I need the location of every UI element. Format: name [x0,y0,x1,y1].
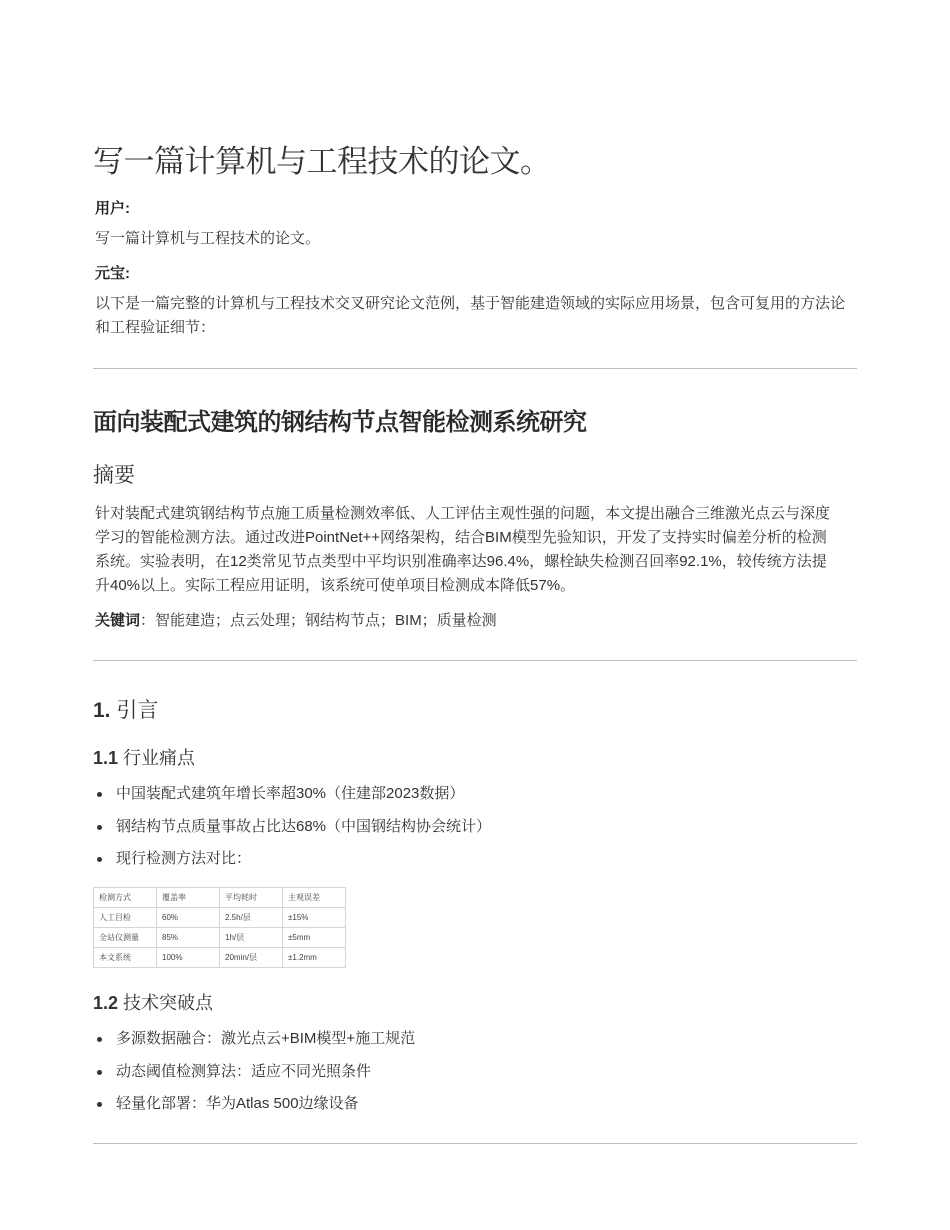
table-cell: 人工目检 [94,908,157,928]
table-header-cell: 检测方式 [94,888,157,908]
table-header-cell: 主观误差 [283,888,346,908]
table-header-row [94,888,346,908]
table-cell: 20min/层 [220,948,283,968]
bullet-icon [97,792,102,797]
user-message: 写一篇计算机与工程技术的论文。 [95,230,321,247]
list-item-text: 钢结构节点质量事故占比达68%（中国钢结构协会统计） [116,817,492,835]
table-row [94,928,346,948]
section-title: 引言 [116,699,159,722]
list-item [93,847,491,880]
table-cell: 1h/层 [220,928,283,948]
list-item [93,1027,415,1060]
bullet-icon [97,1037,102,1042]
abstract-line: 升40%以上。实际工程应用证明，该系统可使单项目检测成本降低57%。 [95,577,576,594]
table-cell: 100% [157,948,220,968]
subsection-number: 1.1 [93,748,119,768]
user-label: 用户: [95,200,130,217]
list-item-text: 多源数据融合：激光点云+BIM模型+施工规范 [116,1030,416,1047]
subsection-title: 技术突破点 [123,993,214,1013]
divider [93,368,857,369]
keywords-label: 关键词 [95,612,141,629]
list-item [93,815,491,848]
section-heading-intro [93,694,158,724]
divider [93,660,857,661]
assistant-label: 元宝: [95,265,130,282]
abstract-line: 针对装配式建筑钢结构节点施工质量检测效率低、人工评估主观性强的问题，本文提出融合三维激光点云与深度 [95,505,831,522]
bullet-icon [97,857,102,862]
table-cell: 2.5h/层 [220,908,283,928]
list-item-text: 中国装配式建筑年增长率超30%（住建部2023数据） [116,785,465,802]
table-cell: 85% [157,928,220,948]
subsection-title: 行业痛点 [123,748,196,768]
list-item [93,782,491,815]
list-item-text: 动态阈值检测算法：适应不同光照条件 [116,1062,372,1080]
table-header-cell: 平均耗时 [220,888,283,908]
bullet-icon [97,1102,102,1107]
bullet-icon [97,1070,102,1075]
subsection-heading-breakthroughs [93,989,213,1015]
abstract-heading: 摘要 [93,464,135,487]
table-row [94,948,346,968]
page-title: 写一篇计算机与工程技术的论文。 [93,144,551,179]
comparison-table [93,887,346,968]
table-row [94,908,346,928]
breakthroughs-list [93,1027,415,1125]
table-cell: ±1.2mm [283,948,346,968]
assistant-intro: 以下是一篇完整的计算机与工程技术交叉研究论文范例，基于智能建造领域的实际应用场景，包含可复用的方法论和工程验证细节： [95,295,846,336]
list-item [93,1060,415,1093]
divider [93,1143,857,1144]
bullet-icon [97,825,102,830]
abstract-line: 学习的智能检测方法。通过改进PointNet++网络架构，结合BIM模型先验知识，开发了支持实时偏差分析的检测 [95,529,827,546]
table-cell: ±15% [283,908,346,928]
subsection-heading-pain-points [93,744,195,770]
section-number: 1. [93,699,111,722]
table-cell: 60% [157,908,220,928]
table-cell: 全站仪测量 [94,928,157,948]
keywords-text: ：智能建造；点云处理；钢结构节点；BIM；质量检测 [140,612,497,629]
abstract-line: 系统。实验表明，在12类常见节点类型中平均识别准确率达96.4%，螺栓缺失检测召回率92.1%，较传统方法提 [95,553,827,570]
table-header-cell: 覆盖率 [157,888,220,908]
pain-points-list [93,782,491,880]
list-item-text: 轻量化部署：华为Atlas 500边缘设备 [116,1095,359,1112]
list-item-text: 现行检测方法对比： [116,850,252,867]
list-item [93,1092,415,1125]
paper-title: 面向装配式建筑的钢结构节点智能检测系统研究 [93,409,587,436]
table-cell: ±5mm [283,928,346,948]
abstract-text [95,502,847,598]
table-cell: 本文系统 [94,948,157,968]
subsection-number: 1.2 [93,993,119,1013]
keywords [95,609,847,633]
